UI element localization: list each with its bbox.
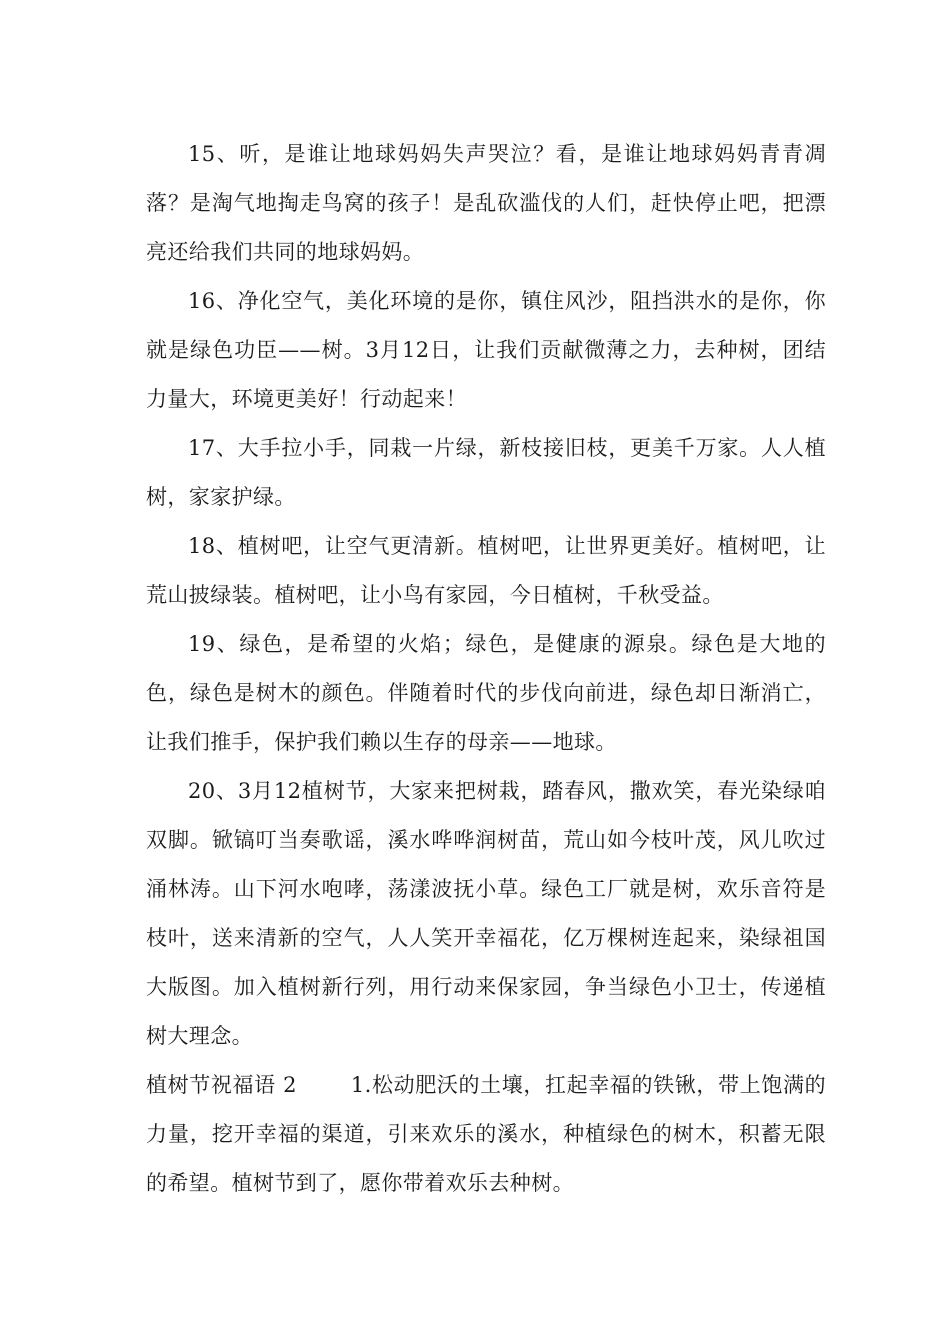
- paragraph-19: 19、绿色，是希望的火焰；绿色，是健康的源泉。绿色是大地的色，绿色是树木的颜色。伴随着时代的步伐向前进，绿色却日渐消亡，让我们推手，保护我们赖以生存的母亲——地球。: [146, 632, 826, 754]
- blessing-section: [146, 1061, 826, 1208]
- document-body: [146, 130, 826, 1208]
- paragraph-20: 20、3月12植树节，大家来把树栽，踏春风，撒欢笑，春光染绿咱双脚。锨镐叮当奏歌谣，溪水哗哗润树苗，荒山如今枝叶茂，风儿吹过涌林涛。山下河水咆哮，荡漾波抚小草。绿色工厂就是树，欢乐音符是枝叶，送来清新的空气，人人笑开幸福花，亿万棵树连起来，染绿祖国大版图。加入植树新行列，用行动来保家园，争当绿色小卫士，传递植树大理念。: [146, 779, 826, 1048]
- section-heading: 植树节祝福语 2: [146, 1073, 297, 1097]
- paragraph-17: 17、大手拉小手，同栽一片绿，新枝接旧枝，更美千万家。人人植树，家家护绿。: [146, 436, 826, 509]
- paragraph-18: 18、植树吧，让空气更清新。植树吧，让世界更美好。植树吧，让荒山披绿装。植树吧，让小鸟有家园，今日植树，千秋受益。: [146, 534, 826, 607]
- section-text: 1.松动肥沃的土壤，扛起幸福的铁锹，带上饱满的力量，挖开幸福的渠道，引来欢乐的溪水，种植绿色的树木，积蓄无限的希望。植树节到了，愿你带着欢乐去种树。: [146, 1073, 826, 1195]
- paragraph-15: 15、听，是谁让地球妈妈失声哭泣？看，是谁让地球妈妈青青凋落？是淘气地掏走鸟窝的孩子！是乱砍滥伐的人们，赶快停止吧，把漂亮还给我们共同的地球妈妈。: [146, 142, 826, 264]
- paragraph-16: 16、净化空气，美化环境的是你，镇住风沙，阻挡洪水的是你，你就是绿色功臣——树。3月12日，让我们贡献微薄之力，去种树，团结力量大，环境更美好！行动起来！: [146, 289, 826, 411]
